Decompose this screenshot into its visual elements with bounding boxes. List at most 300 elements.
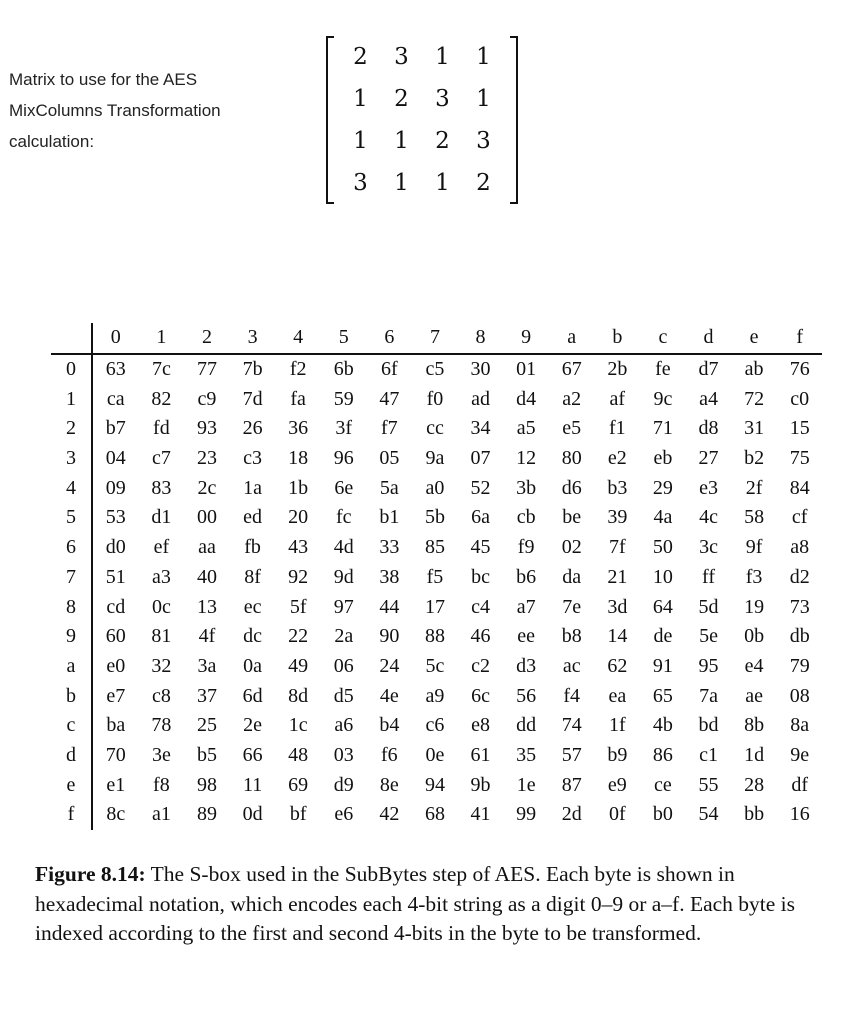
sbox-cell: 5d [698,595,719,618]
sbox-cell: 99 [516,803,537,826]
sbox-cell: 2f [745,476,763,499]
matrix-cell: 3 [476,128,491,154]
sbox-cell: ed [243,506,263,529]
sbox-corner-cell [51,323,93,353]
sbox-cell: 97 [333,595,354,618]
sbox-cell: 50 [652,536,673,559]
figure-caption [35,860,825,949]
sbox-cell: a3 [151,565,171,588]
sbox-cell: fa [290,387,306,410]
sbox-cell: a6 [334,714,354,737]
sbox-cell: 1a [243,476,263,499]
sbox-cell: 23 [196,447,217,470]
sbox-cell: c4 [471,595,490,618]
sbox-cell: 1c [288,714,308,737]
sbox-cell: c0 [790,387,810,410]
sbox-cell: 47 [379,387,400,410]
intro-line: calculation: [9,132,95,151]
sbox-col-header: 5 [338,326,349,349]
sbox-cell: 18 [288,447,309,470]
sbox-cell: d0 [105,536,126,559]
sbox-row-label: 0 [51,355,93,385]
sbox-cell: 38 [379,565,400,588]
sbox-cell: 6f [381,358,398,380]
sbox-cell: 60 [105,625,126,648]
sbox-cell: cf [791,506,808,529]
sbox-row-label: 1 [51,385,93,415]
sbox-cell: f9 [517,536,535,559]
sbox-row-label: 9 [51,622,93,652]
intro-line: Matrix to use for the AES [9,70,198,89]
sbox-cell: 98 [196,773,217,796]
matrix-cell: 2 [353,44,368,70]
sbox-cell: 33 [379,536,400,559]
sbox-cell: e2 [607,447,627,470]
sbox-row-label: 3 [51,444,93,474]
sbox-cell: 5c [425,654,445,677]
sbox-cell: 6a [471,506,490,529]
sbox-cell: 75 [789,447,810,470]
sbox-cell: 62 [607,654,628,677]
sbox-cell: 4f [198,625,216,648]
sbox-cell: 21 [607,565,628,588]
sbox-cell: f7 [381,417,398,440]
sbox-cell: 93 [196,417,217,440]
sbox-cell: a4 [699,387,718,410]
sbox-cell: 00 [196,506,217,529]
sbox-cell: 41 [470,803,491,826]
sbox-cell: 13 [196,595,217,618]
sbox-col-header: 6 [384,326,395,349]
sbox-cell: 71 [652,417,673,440]
sbox-cell: 02 [561,536,582,559]
matrix-cell: 2 [394,86,409,112]
sbox-cell: 16 [789,803,810,826]
sbox-cell: 06 [333,654,354,677]
matrix-cell: 3 [394,44,409,70]
sbox-cell: c8 [151,684,171,707]
matrix-row [340,120,504,162]
sbox-row-label: 6 [51,533,93,563]
sbox-col-header: e [749,326,759,349]
sbox-cell: ae [745,684,763,707]
sbox-cell: c7 [151,447,171,470]
sbox-row [51,563,823,593]
sbox-cell: 9e [790,743,810,766]
sbox-cell: 74 [561,714,582,737]
sbox-cell: a7 [516,595,536,618]
sbox-cell: 30 [470,358,491,380]
sbox-col-header: d [703,326,714,349]
sbox-cell: 44 [379,595,400,618]
sbox-cell: d2 [789,565,810,588]
sbox-cell: 61 [470,743,491,766]
sbox-cell: a0 [425,476,445,499]
sbox-cell: 57 [561,743,582,766]
sbox-col-header: 7 [429,326,440,349]
sbox-cell: cd [106,595,126,618]
sbox-cell: fb [244,536,261,559]
sbox-cell: 83 [151,476,172,499]
sbox-row [51,503,823,533]
sbox-cell: ac [562,654,581,677]
sbox-cell: 68 [424,803,445,826]
sbox-cell: c3 [243,447,263,470]
sbox-cell: 91 [652,654,673,677]
sbox-cell: 8f [244,565,261,588]
sbox-cell: 90 [379,625,400,648]
sbox-cell: a2 [562,387,582,410]
sbox-cell: 82 [151,387,172,410]
matrix-cell: 1 [394,170,409,196]
sbox-cell: 28 [744,773,765,796]
sbox-cell: 40 [196,565,217,588]
sbox-cell: ce [654,773,672,796]
sbox-cell: ea [608,684,627,707]
sbox-cell: 0c [151,595,171,618]
sbox-cell: 0f [608,803,626,826]
sbox-cell: e5 [562,417,582,440]
sbox-cell: f3 [745,565,763,588]
sbox-row-label: d [51,741,93,771]
sbox-cell: 35 [516,743,537,766]
sbox-cell: d3 [516,654,537,677]
sbox-row-label: c [51,711,93,741]
matrix-row [340,162,504,204]
sbox-cell: 5b [424,506,445,529]
sbox-cell: d1 [151,506,172,529]
matrix-cell: 3 [435,86,450,112]
sbox-cell: f4 [563,684,581,707]
sbox-cell: 4e [379,684,399,707]
sbox-cell: f5 [426,565,444,588]
sbox-cell: 01 [516,358,537,380]
sbox-cell: 7f [608,536,626,559]
sbox-cell: b6 [516,565,537,588]
sbox-cell: 5e [699,625,718,648]
sbox-cell: 17 [424,595,445,618]
sbox-cell: bc [471,565,490,588]
sbox-cell: 87 [561,773,582,796]
sbox-cell: d4 [516,387,537,410]
sbox-cell: 2d [561,803,582,826]
sbox-cell: 52 [470,476,491,499]
sbox-cell: 1b [288,476,309,499]
sbox-col-header: f [796,326,804,349]
sbox-cell: f1 [608,417,626,440]
matrix-cell: 1 [435,44,450,70]
sbox-cell: 85 [424,536,445,559]
sbox-col-header: 3 [247,326,258,349]
sbox-cell: 6d [242,684,263,707]
caption-text: The S-box used in the SubBytes step of AES. Each byte is shown in hexadecimal notation, which encodes each 4-bit string as a digit 0–9 or a–f. Each byte is indexed according to the first and second 4-bits in the byte to be transformed. [35,862,796,945]
sbox-cell: 1f [608,714,626,737]
sbox-cell: c6 [425,714,445,737]
matrix-cell: 1 [476,44,491,70]
sbox-row-label: b [51,682,93,712]
sbox-cell: e3 [699,476,718,499]
sbox-cell: cc [426,417,444,440]
sbox-col-header: 1 [156,326,167,349]
sbox-row [51,474,823,504]
sbox-row [51,682,823,712]
sbox-cell: d6 [561,476,582,499]
sbox-row-label: f [51,800,93,830]
sbox-cell: 0b [744,625,765,648]
sbox-cell: 14 [607,625,628,648]
sbox-cell: 09 [105,476,126,499]
sbox-cell: ad [471,387,490,410]
sbox-cell: dd [516,714,537,737]
sbox-cell: 7c [151,358,171,380]
sbox-cell: f0 [426,387,444,410]
sbox-cell: bb [744,803,765,826]
sbox-cell: 88 [424,625,445,648]
sbox-cell: 3a [197,654,217,677]
sbox-cell: 8e [379,773,399,796]
sbox-cell: e9 [607,773,627,796]
sbox-row [51,741,823,771]
sbox-row-label: 4 [51,474,93,504]
sbox-cell: 81 [151,625,172,648]
sbox-cell: 58 [744,506,765,529]
sbox-cell: cb [516,506,536,529]
sbox-cell: 39 [607,506,628,529]
sbox-cell: fe [655,358,671,380]
sbox-cell: b9 [607,743,628,766]
sbox-row-label: a [51,652,93,682]
sbox-cell: 48 [288,743,309,766]
sbox-row-label: 2 [51,414,93,444]
sbox-cell: f8 [153,773,170,796]
sbox-cell: 12 [516,447,537,470]
sbox-cell: 3e [151,743,171,766]
sbox-row [51,355,823,385]
sbox-cell: b5 [196,743,217,766]
sbox-cell: 45 [470,536,491,559]
sbox-cell: 49 [288,654,309,677]
sbox-cell: 53 [105,506,126,529]
sbox-cell: 92 [288,565,309,588]
intro-line: MixColumns Transformation [9,101,221,120]
sbox-cell: de [653,625,673,648]
sbox-cell: d9 [333,773,354,796]
sbox-cell: fc [335,506,352,529]
sbox-cell: 9f [745,536,763,559]
sbox-cell: e0 [106,654,126,677]
sbox-cell: 6c [471,684,490,707]
sbox-cell: a5 [516,417,536,440]
matrix-cell: 1 [476,86,491,112]
sbox-cell: e7 [106,684,126,707]
sbox-cell: da [562,565,582,588]
sbox-row [51,414,823,444]
sbox-cell: 56 [516,684,537,707]
sbox-cell: 42 [379,803,400,826]
sbox-cell: b7 [105,417,126,440]
sbox-cell: 0d [242,803,263,826]
sbox-cell: 0e [425,743,445,766]
sbox-cell: 77 [196,358,217,380]
matrix-cell: 1 [353,86,368,112]
sbox-cell: c1 [699,743,718,766]
sbox-cell: 03 [333,743,354,766]
sbox-cell: c2 [471,654,490,677]
sbox-cell: 51 [105,565,126,588]
sbox-cell: 05 [379,447,400,470]
sbox-col-header: c [658,326,668,349]
sbox-cell: 46 [470,625,491,648]
sbox-cell: 2c [197,476,217,499]
sbox-cell: 80 [561,447,582,470]
sbox-cell: ec [243,595,262,618]
sbox-cell: f2 [289,358,307,380]
sbox-row-label: 5 [51,503,93,533]
sbox-cell: 6e [334,476,354,499]
sbox-cell: 7e [562,595,582,618]
matrix-cell: 1 [353,128,368,154]
sbox-cell: 2e [243,714,263,737]
sbox-cell: e1 [106,773,126,796]
sbox-cell: ab [744,358,764,380]
sbox-cell: a9 [425,684,445,707]
sbox-cell: 7a [699,684,718,707]
sbox-cell: 66 [242,743,263,766]
sbox-cell: e4 [744,654,764,677]
matrix-intro-text [9,64,279,157]
sbox-cell: b4 [379,714,400,737]
sbox-col-header: 2 [201,326,212,349]
sbox-row-label: e [51,771,93,801]
sbox-cell: 29 [652,476,673,499]
sbox-cell: 9b [470,773,491,796]
matrix-cell: 1 [394,128,409,154]
sbox-cell: 69 [288,773,309,796]
sbox-cell: f6 [381,743,398,766]
matrix-right-bracket [510,36,518,204]
sbox-cell: db [789,625,810,648]
sbox-cell: 94 [424,773,445,796]
sbox-cell: 26 [242,417,263,440]
sbox-cell: 4a [653,506,673,529]
sbox-cell: 7b [242,358,263,380]
sbox-cell: 08 [789,684,810,707]
sbox-cell: 1d [744,743,765,766]
sbox-cell: d7 [698,358,719,380]
sbox-row [51,800,823,830]
sbox-cell: 72 [744,387,765,410]
sbox-cell: d5 [333,684,354,707]
sbox-header-row [51,323,823,353]
sbox-cell: 3d [607,595,628,618]
sbox-cell: 79 [789,654,810,677]
sbox-cell: 37 [196,684,217,707]
sbox-row-label: 7 [51,563,93,593]
sbox-cell: b3 [607,476,628,499]
sbox-row-label: 8 [51,593,93,623]
sbox-cell: bf [289,803,307,826]
sbox-cell: 65 [652,684,673,707]
sbox-cell: 11 [242,773,263,796]
sbox-cell: e8 [471,714,490,737]
sbox-cell: 43 [288,536,309,559]
sbox-cell: 4c [699,506,718,529]
matrix-row [340,78,504,120]
sbox-cell: 59 [333,387,354,410]
sbox-cell: dc [243,625,263,648]
sbox-cell: 22 [288,625,309,648]
caption-label: Figure 8.14: [35,862,146,886]
sbox-cell: ba [106,714,126,737]
sbox-row [51,711,823,741]
sbox-cell: 2b [607,358,628,380]
sbox-cell: be [562,506,582,529]
sbox-cell: e6 [334,803,354,826]
sbox-cell: 20 [288,506,309,529]
sbox-cell: 55 [698,773,719,796]
sbox-cell: 3c [699,536,718,559]
sbox-cell: 70 [105,743,126,766]
matrix-cell: 2 [476,170,491,196]
sbox-cell: a8 [790,536,810,559]
sbox-cell: 5f [289,595,307,618]
sbox-col-header: b [612,326,623,349]
sbox-cell: fd [153,417,170,440]
sbox-col-header: 8 [475,326,486,349]
sbox-cell: 19 [744,595,765,618]
sbox-cell: 34 [470,417,491,440]
sbox-row [51,385,823,415]
sbox-cell: 31 [744,417,765,440]
sbox-cell: 2a [334,625,354,648]
sbox-cell: 10 [652,565,673,588]
sbox-cell: 73 [789,595,810,618]
sbox-cell: 5a [379,476,399,499]
sbox-cell: c5 [425,358,445,380]
sbox-cell: 6b [333,358,354,380]
matrix-cell: 2 [435,128,450,154]
sbox-cell: b2 [744,447,765,470]
sbox-cell: 3f [335,417,353,440]
sbox-cell: 67 [561,358,582,380]
sbox-cell: 9c [653,387,673,410]
sbox-cell: d8 [698,417,719,440]
sbox-cell: ef [153,536,170,559]
matrix-left-bracket [326,36,334,204]
sbox-cell: 4d [333,536,354,559]
sbox-cell: b0 [652,803,673,826]
sbox-cell: 3b [516,476,537,499]
sbox-cell: 8b [744,714,765,737]
sbox-cell: 07 [470,447,491,470]
sbox-cell: 64 [652,595,673,618]
sbox-cell: 36 [288,417,309,440]
sbox-cell: ee [517,625,536,648]
sbox-row [51,444,823,474]
sbox-cell: 04 [105,447,126,470]
sbox-cell: 9d [333,565,354,588]
sbox-row [51,652,823,682]
matrix-cell: 1 [435,170,450,196]
sbox-cell: eb [653,447,673,470]
sbox-cell: 32 [151,654,172,677]
sbox-cell: 7d [242,387,263,410]
sbox-cell: 1e [516,773,536,796]
sbox-cell: c9 [197,387,217,410]
sbox-cell: 76 [789,358,810,380]
sbox-cell: a1 [151,803,171,826]
mixcolumns-matrix [326,36,518,204]
